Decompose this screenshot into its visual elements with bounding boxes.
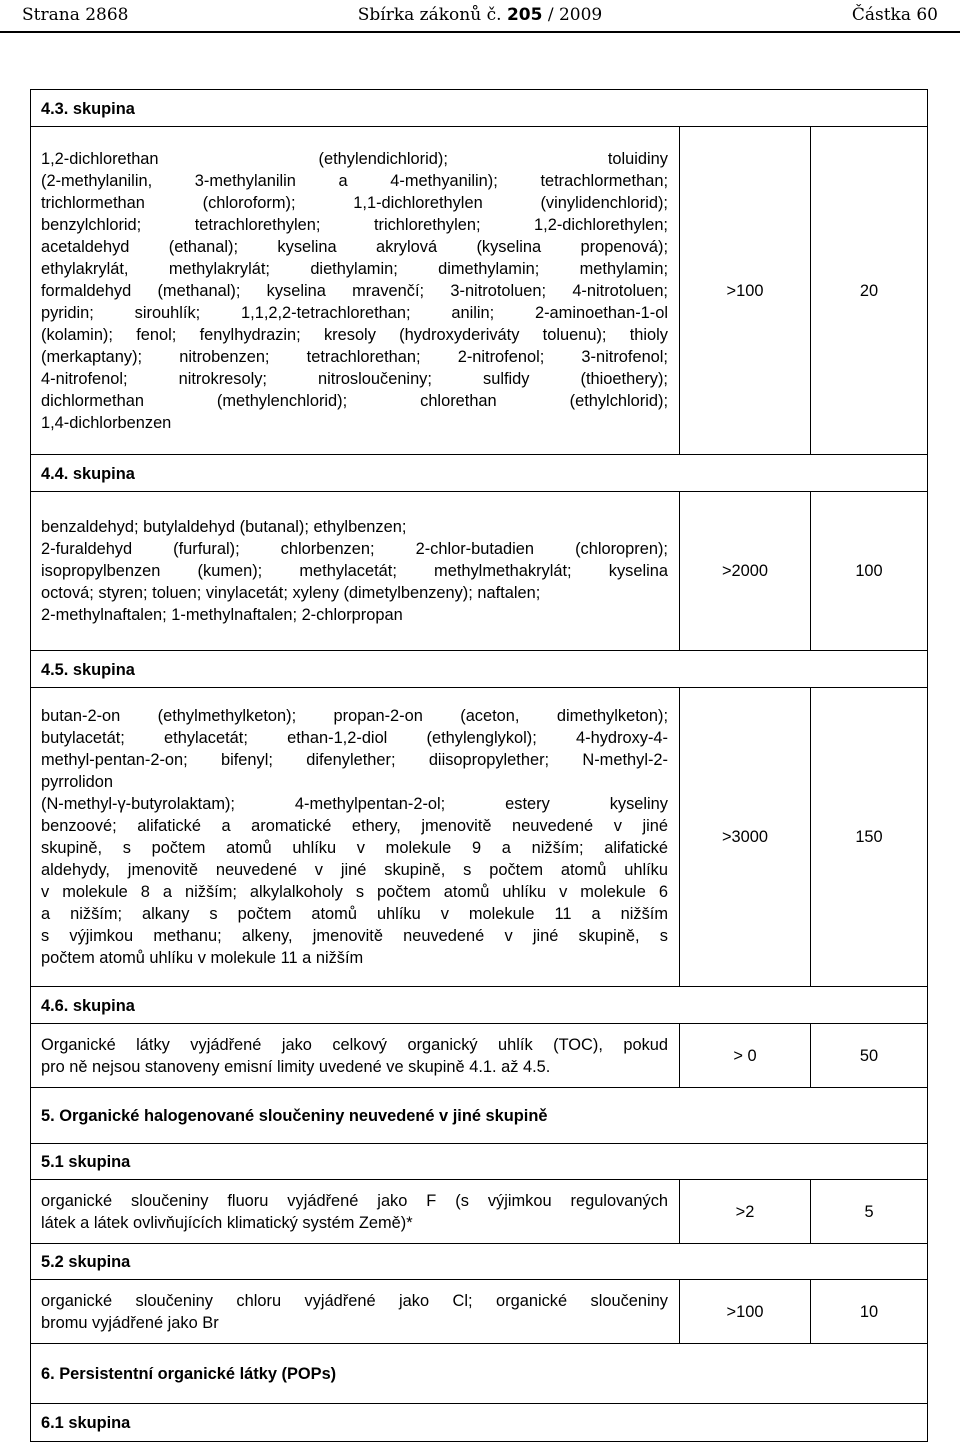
substance-line: bromu vyjádřené jako Br — [41, 1313, 219, 1332]
collection-title: Sbírka zákonů č. 205 / 2009 — [357, 5, 603, 25]
group-header-row — [31, 1144, 928, 1180]
emission-limit: 50 — [811, 1024, 928, 1088]
mass-flow-threshold: >2 — [680, 1180, 811, 1244]
substance-line: pyrrolidon — [41, 773, 113, 791]
substance-line: organické sloučeniny chloru vyjádřené jako Cl; organické sloučeniny — [41, 1291, 668, 1310]
substance-line: ethylakrylát, methylakrylát; diethylamin; dimethylamin; methylamin; — [41, 259, 668, 278]
substance-row — [31, 1280, 928, 1344]
mass-flow-threshold: >100 — [680, 1280, 811, 1344]
substance-line: 1,4-dichlorbenzen — [41, 413, 172, 432]
mass-flow-threshold: >3000 — [680, 688, 811, 987]
substance-line: benzoové; alifatické a aromatické ethery, jmenovitě neuvedené v jiné — [41, 817, 668, 835]
group-title: 4.3. skupina — [31, 90, 928, 127]
substance-line: s výjimkou methanu; alkeny, jmenovitě neuvedené v jiné skupině, s — [41, 927, 668, 945]
section-header-row — [31, 1088, 928, 1144]
substance-line: a nižším; alkany s počtem atomů uhlíku v molekule 11 a nižším — [41, 905, 668, 923]
substance-line: butylacetát; ethylacetát; ethan-1,2-diol (ethylenglykol); 4-hydroxy-4- — [41, 729, 668, 747]
law-year: / 2009 — [547, 5, 603, 25]
header-rule — [0, 31, 960, 33]
substance-line: 1,2-dichlorethan (ethylendichlorid); toluidiny — [41, 149, 668, 168]
group-title: 6.1 skupina — [31, 1404, 928, 1442]
emission-limit: 150 — [811, 688, 928, 987]
substance-line: benzylchlorid; tetrachlorethylen; trichlorethylen; 1,2-dichlorethylen; — [41, 215, 668, 234]
section-title: 5. Organické halogenované sloučeniny neuvedené v jiné skupině — [31, 1088, 928, 1144]
emission-limit: 20 — [811, 127, 928, 455]
substance-line: formaldehyd (methanal); kyselina mravenčí; 3-nitrotoluen; 4-nitrotoluen; — [41, 281, 668, 300]
group-header-row — [31, 1404, 928, 1442]
substance-line: (kolamin); fenol; fenylhydrazin; kresoly (hydroxyderiváty toluenu); thioly — [41, 325, 668, 344]
group-title: 4.6. skupina — [31, 987, 928, 1024]
substance-list — [31, 1024, 680, 1088]
substance-line: látek a látek ovlivňujících klimatický systém Země)* — [41, 1213, 413, 1232]
mass-flow-threshold: > 0 — [680, 1024, 811, 1088]
group-header-row — [31, 1244, 928, 1280]
substance-line: trichlormethan (chloroform); 1,1-dichlorethylen (vinylidenchlorid); — [41, 193, 668, 212]
substance-line: Organické látky vyjádřené jako celkový organický uhlík (TOC), pokud — [41, 1035, 668, 1054]
substance-line: v molekule 8 a nižším; alkylalkoholy s počtem atomů uhlíku v molekule 6 — [41, 883, 668, 901]
substance-row — [31, 127, 928, 455]
substance-line: 2-methylnaftalen; 1-methylnaftalen; 2-chlorpropan — [41, 606, 403, 624]
section-title: 6. Persistentní organické látky (POPs) — [31, 1344, 928, 1404]
substance-list — [31, 127, 680, 455]
substance-list — [31, 688, 680, 987]
substance-line: počtem atomů uhlíku v molekule 11 a nižším — [41, 949, 364, 967]
emission-limits-table — [30, 89, 928, 1442]
group-title: 5.2 skupina — [31, 1244, 928, 1280]
page-header — [0, 0, 960, 32]
substance-line: methyl-pentan-2-on; bifenyl; difenylether; diisopropylether; N-methyl-2- — [41, 751, 668, 769]
substance-line: pro ně nejsou stanoveny emisní limity uvedené ve skupině 4.1. až 4.5. — [41, 1057, 551, 1076]
group-title: 4.4. skupina — [31, 455, 928, 492]
substance-line: benzaldehyd; butylaldehyd (butanal); ethylbenzen; — [41, 518, 407, 536]
mass-flow-threshold: >2000 — [680, 492, 811, 651]
substance-row — [31, 688, 928, 987]
substance-row — [31, 1024, 928, 1088]
substance-line: pyridin; sirouhlík; 1,1,2,2-tetrachlorethan; anilin; 2-aminoethan-1-ol — [41, 303, 668, 322]
substance-line: butan-2-on (ethylmethylketon); propan-2-on (aceton, dimethylketon); — [41, 707, 668, 725]
substance-list — [31, 1180, 680, 1244]
group-header-row — [31, 90, 928, 127]
substance-list — [31, 1280, 680, 1344]
substance-row — [31, 1180, 928, 1244]
mass-flow-threshold: >100 — [680, 127, 811, 455]
substance-line: octová; styren; toluen; vinylacetát; xyleny (dimetylbenzeny); naftalen; — [41, 584, 541, 602]
group-title: 5.1 skupina — [31, 1144, 928, 1180]
section-header-row — [31, 1344, 928, 1404]
substance-line: 4-nitrofenol; nitrokresoly; nitrosloučeniny; sulfidy (thioethery); — [41, 369, 668, 388]
emission-limit: 10 — [811, 1280, 928, 1344]
substance-line: (merkaptany); nitrobenzen; tetrachlorethan; 2-nitrofenol; 3-nitrofenol; — [41, 347, 668, 366]
emission-limit: 5 — [811, 1180, 928, 1244]
substance-line: organické sloučeniny fluoru vyjádřené jako F (s výjimkou regulovaných — [41, 1191, 668, 1210]
substance-line: (2-methylanilin, 3-methylanilin a 4-methyanilin); tetrachlormethan; — [41, 171, 668, 190]
group-header-row — [31, 455, 928, 492]
substance-line: dichlormethan (methylenchlorid); chlorethan (ethylchlorid); — [41, 391, 668, 410]
part-number: Částka 60 — [851, 5, 938, 25]
emission-limit: 100 — [811, 492, 928, 651]
substance-row — [31, 492, 928, 651]
law-number: 205 — [506, 5, 543, 25]
substance-line: skupině, s počtem atomů uhlíku v molekule 9 a nižším; alifatické — [41, 839, 668, 857]
substance-line: 2-furaldehyd (furfural); chlorbenzen; 2-chlor-butadien (chloropren); — [41, 540, 668, 558]
substance-line: aldehydy, jmenovitě neuvedené v jiné skupině, s počtem atomů uhlíku — [41, 861, 668, 879]
substance-line: (N-methyl-γ-butyrolaktam); 4-methylpentan-2-ol; estery kyseliny — [41, 795, 668, 813]
group-title: 4.5. skupina — [31, 651, 928, 688]
group-header-row — [31, 651, 928, 688]
group-header-row — [31, 987, 928, 1024]
substance-line: isopropylbenzen (kumen); methylacetát; methylmethakrylát; kyselina — [41, 562, 668, 580]
page-number: Strana 2868 — [22, 5, 129, 25]
substance-list — [31, 492, 680, 651]
substance-line: acetaldehyd (ethanal); kyselina akrylová (kyselina propenová); — [41, 237, 668, 256]
